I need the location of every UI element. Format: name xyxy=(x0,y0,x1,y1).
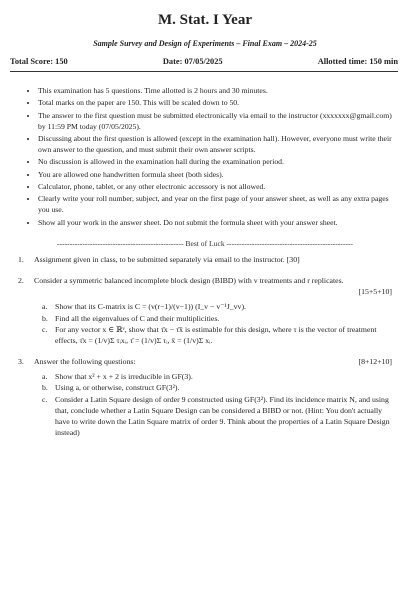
allotted-time: Allotted time: 150 min xyxy=(317,57,398,66)
question-2 xyxy=(18,276,392,347)
instruction-item: • Clearly write your roll number, subject, and year on the first page of your answer sheet, as well as any extra pages you use. xyxy=(38,194,392,216)
total-score: Total Score: 150 xyxy=(10,57,68,66)
exam-subtitle: Sample Survey and Design of Experiments – Final Exam – 2024-25 xyxy=(93,39,317,48)
question-part: c. Consider a Latin Square design of order 9 constructed using GF(3²). Find its incidence matrix N, and using that, conclude whether a Latin Square Design can be considered a BIBD or not. (Hint: You don't actually have to write down the Latin Square matrix of order 9. Think about the properties of a Latin Square Design instead) xyxy=(42,395,390,437)
exam-title: M. Stat. I Year xyxy=(157,12,252,28)
exam-meta-row xyxy=(10,57,398,72)
instruction-item: • This examination has 5 questions. Time allotted is 2 hours and 30 minutes. xyxy=(38,86,392,97)
question-parts xyxy=(18,302,392,347)
question-part: a. Show that x² + x + 2 is irreducible in GF(3). xyxy=(42,371,193,381)
question-marks: [8+12+10] xyxy=(358,356,392,366)
instruction-item: • Calculator, phone, tablet, or any other electronic accessory is not allowed. xyxy=(38,182,392,193)
instruction-item: • Show all your work in the answer sheet. Do not submit the formula sheet with your answer sheet. xyxy=(38,218,392,229)
instruction-item: • No discussion is allowed in the examination hall during the examination period. xyxy=(38,157,392,168)
question-text: Assignment given in class, to be submitted separately via email to the instructor. [30] xyxy=(34,255,300,265)
question-1 xyxy=(18,255,392,266)
question-parts xyxy=(18,372,392,439)
instruction-item: • Discussing about the first question is allowed (except in the examination hall). However, everyone must write their own answer to the question, and must submit their own answer scripts. xyxy=(38,134,392,156)
question-part: b. Using a, or otherwise, construct GF(3²). xyxy=(42,383,180,393)
best-of-luck-divider: -------------------------------------------------- Best of Luck -------------------------------------------------- xyxy=(57,239,353,249)
instruction-item: • Total marks on the paper are 150. This will be scaled down to 50. xyxy=(38,98,392,109)
question-number: 3. xyxy=(18,356,24,366)
question-text: Answer the following questions: xyxy=(34,356,136,366)
question-part: c. For any vector x ∈ ℝᵛ, show that τ̄x − τ̄x̄ is estimable for this design, where τ is the vector of treatment effects, τ̄x = (1/v)Σ τᵢxᵢ, τ̄ = (1/v)Σ τᵢ, x̄ = (1/v)Σ xᵢ. xyxy=(42,325,377,346)
question-number: 1. xyxy=(18,255,24,265)
question-part: a. Show that its C-matrix is C = (v(r−1)/(v−1)) (I_v − v⁻¹J_vv). xyxy=(42,301,247,311)
instructions-list xyxy=(18,86,392,228)
question-3 xyxy=(18,357,392,439)
question-text: Consider a symmetric balanced incomplete block design (BIBD) with v treatments and r replicates. xyxy=(34,276,344,286)
instruction-item: • You are allowed one handwritten formula sheet (both sides). xyxy=(38,170,392,181)
question-number: 2. xyxy=(18,276,24,286)
instruction-item: • The answer to the first question must be submitted electronically via email to the instructor (xxxxxxx@gmail.com) by 11:59 PM today (07/05/2025). xyxy=(38,111,392,133)
question-marks: [15+5+10] xyxy=(358,286,392,296)
exam-date: Date: 07/05/2025 xyxy=(162,57,223,66)
question-part: b. Find all the eigenvalues of C and their multiplicities. xyxy=(42,313,220,323)
